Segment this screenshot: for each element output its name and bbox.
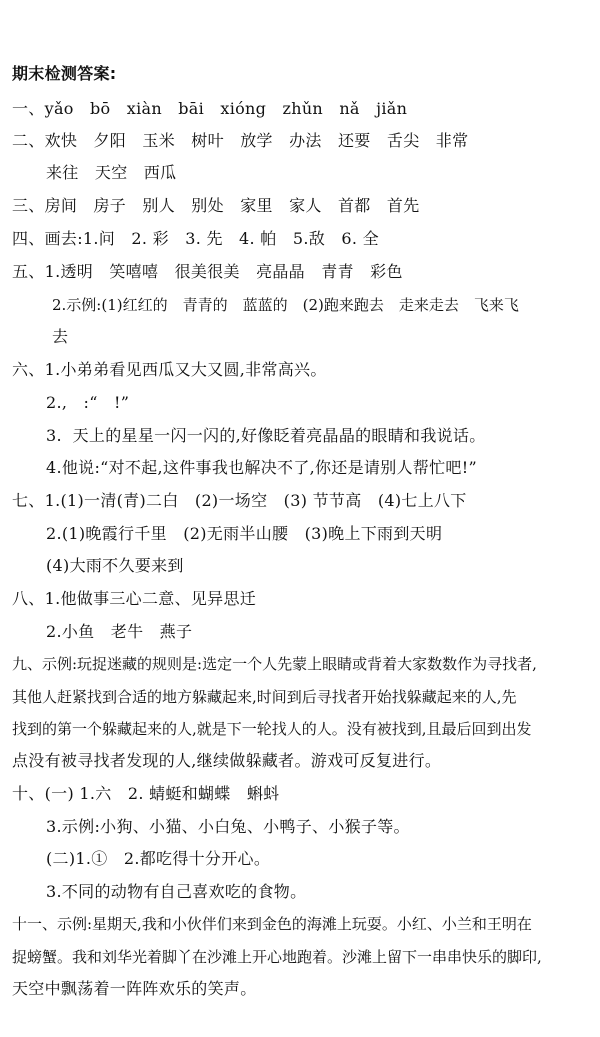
- answer-line-5: 四、画去:1.问 2. 彩 3. 先 4. 帕 5.敌 6. 全: [12, 229, 379, 248]
- answer-line-9: 六、1.小弟弟看见西瓜又大又圆,非常高兴。: [12, 360, 327, 379]
- answer-line-4: 三、房间 房子 别人 别处 家里 家人 首都 首先: [12, 196, 420, 215]
- answer-line-2: 二、欢快 夕阳 玉米 树叶 放学 办法 还要 舌尖 非常: [12, 131, 469, 150]
- answer-line-20: 找到的第一个躲藏起来的人,就是下一轮找人的人。没有被找到,且最后回到出发: [12, 720, 532, 738]
- answer-line-1: 一、yǎo bō xiàn bāi xióng zhǔn nǎ jiǎn: [12, 99, 408, 118]
- answer-line-11: 3. 天上的星星一闪一闪的,好像眨着亮晶晶的眼睛和我说话。: [46, 426, 486, 445]
- answer-line-8: 去: [52, 327, 69, 346]
- answer-line-12: 4.他说:“对不起,这件事我也解决不了,你还是请别人帮忙吧!”: [46, 458, 477, 477]
- answer-line-24: (二)1.① 2.都吃得十分开心。: [46, 849, 271, 868]
- answer-line-13: 七、1.(1)一清(青)二白 (2)一场空 (3) 节节高 (4)七上八下: [12, 491, 467, 510]
- answer-line-14: 2.(1)晚霞行千里 (2)无雨半山腰 (3)晚上下雨到天明: [46, 524, 443, 543]
- answer-line-17: 2.小鱼 老牛 燕子: [46, 622, 193, 641]
- answer-line-16: 八、1.他做事三心二意、见异思迁: [12, 589, 257, 608]
- answer-line-26: 十一、示例:星期天,我和小伙伴们来到金色的海滩上玩耍。小红、小兰和王明在: [12, 915, 532, 933]
- answer-line-21: 点没有被寻找者发现的人,继续做躲藏者。游戏可反复进行。: [12, 751, 442, 770]
- answer-line-6: 五、1.透明 笑嘻嘻 很美很美 亮晶晶 青青 彩色: [12, 262, 403, 281]
- answer-line-10: 2., :“ !”: [46, 393, 130, 412]
- answer-line-25: 3.不同的动物有自己喜欢吃的食物。: [46, 882, 307, 901]
- page-title: 期末检测答案:: [12, 64, 117, 83]
- answer-line-3: 来往 天空 西瓜: [46, 163, 177, 182]
- answer-line-28: 天空中飘荡着一阵阵欢乐的笑声。: [12, 979, 257, 998]
- answer-line-22: 十、(一) 1.六 2. 蜻蜓和蝴蝶 蝌蚪: [12, 784, 280, 803]
- answer-line-23: 3.示例:小狗、小猫、小白兔、小鸭子、小猴子等。: [46, 817, 410, 836]
- answer-line-27: 捉螃蟹。我和刘华光着脚丫在沙滩上开心地跑着。沙滩上留下一串串快乐的脚印,: [12, 948, 542, 966]
- answer-line-18: 九、示例:玩捉迷藏的规则是:选定一个人先蒙上眼睛或背着大家数数作为寻找者,: [12, 655, 537, 673]
- answer-line-7: 2.示例:(1)红红的 青青的 蓝蓝的 (2)跑来跑去 走来走去 飞来飞: [52, 296, 519, 314]
- answer-line-15: (4)大雨不久要来到: [46, 556, 184, 575]
- answer-line-19: 其他人赶紧找到合适的地方躲藏起来,时间到后寻找者开始找躲藏起来的人,先: [12, 688, 517, 706]
